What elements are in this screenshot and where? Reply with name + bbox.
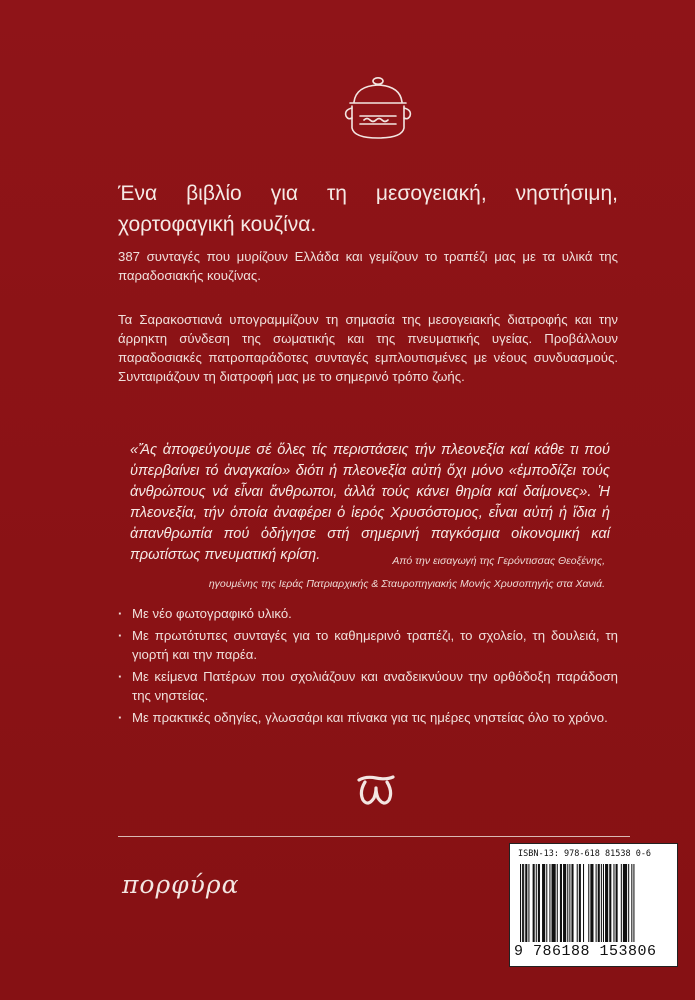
intro-paragraph: 387 συνταγές που μυρίζουν Ελλάδα και γεμίζουν το τραπέζι μας με τα υλικά της παραδοσιακής κουζίνας.	[118, 249, 618, 283]
barcode-bar	[628, 864, 629, 942]
isbn-label: ISBN-13: 978-618 81538 0-6	[518, 849, 652, 859]
divider	[118, 836, 630, 837]
barcode-bar	[569, 864, 570, 942]
barcode-bar	[542, 864, 545, 942]
barcode-bar	[522, 864, 523, 942]
barcode	[509, 843, 678, 967]
description-paragraph: Τα Σαρακοστιανά υπογραμμίζουν τη σημασία της μεσογειακής διατροφής και την άρρηκτη σύνδεση της σωματικής και της πνευματικής υγείας. Προβάλλουν παραδοσιακές πατροπαράδοτες συνταγές εμπλουτισμένες με νέους συνδυασμούς. Συνταιριάζουν τη διατροφή μας με το σημερινό τρόπο ζωής.	[118, 312, 618, 384]
barcode-bar	[557, 864, 558, 942]
publisher-symbol-icon	[356, 774, 396, 808]
barcode-bar	[603, 864, 604, 942]
barcode-bar	[623, 864, 627, 942]
feature-item: · Με πρωτότυπες συνταγές για το καθημερινό τραπέζι, το σχολείο, τη δουλειά, τη γιορτή και την παρέα.	[118, 626, 618, 665]
barcode-bar	[552, 864, 556, 942]
barcode-bar	[631, 864, 632, 942]
barcode-bar	[571, 864, 573, 942]
barcode-bar	[567, 864, 568, 942]
barcode-bar	[588, 864, 589, 942]
barcode-bar	[579, 864, 581, 942]
barcode-bar	[613, 864, 614, 942]
lead-text: Ένα βιβλίο για τη μεσογειακή, νηστήσιμη, χορτοφαγική κουζίνα.	[118, 182, 618, 236]
feature-list	[118, 604, 618, 729]
barcode-bar	[583, 864, 584, 942]
attribution-line-1: Από την εισαγωγή της Γερόντισσας Θεοξένης,	[392, 555, 605, 567]
cooking-pot-icon	[340, 72, 416, 144]
barcode-bar	[563, 864, 566, 942]
barcode-bars	[520, 864, 670, 942]
barcode-bar	[525, 864, 527, 942]
barcode-bar	[546, 864, 547, 942]
quote-text: «Ἄς ἀποφεύγουμε σέ ὅλες τίς περιστάσεις τήν πλεονεξία καί κάθε τι πού ὑπερβαίνει τό ἀναγκαίο» διότι ἡ πλεονεξία αὐτή ὄχι μόνο «ἐμποδίζει τούς ἀνθρώπους νά εἶναι ἄνθρωποι, ἀλλά τούς κάνει θηρία καί δαίμονες». Ἡ πλεονεξία, τήν ὁποία ἀναφέρει ὁ ἱερός Χρυσόστομος, εἶναι αὐτή ἡ ἴδια ἡ ἀπανθρωπία πού ὁδήγησε στή σημερινή παγκόσμια οἰκονομική καί πρωτίστως πνευματική κρίση.	[130, 442, 610, 563]
barcode-bar	[549, 864, 550, 942]
barcode-bar	[633, 864, 634, 942]
barcode-bar	[560, 864, 562, 942]
barcode-bar	[533, 864, 535, 942]
feature-item: · Με νέο φωτογραφικό υλικό.	[118, 604, 618, 624]
publisher-logo: πορφύρα	[122, 870, 240, 899]
attribution-line-2: ηγουμένης της Ιεράς Πατριαρχικής & Σταυροπηγιακής Μονής Χρυσοπηγής στα Χανιά.	[208, 578, 605, 590]
barcode-bar	[609, 864, 611, 942]
barcode-bar	[577, 864, 578, 942]
ean-digits: 9 786188 153806	[514, 943, 657, 960]
barcode-bar	[528, 864, 529, 942]
barcode-bar	[520, 864, 521, 942]
barcode-bar	[523, 864, 524, 942]
feature-item: · Με πρακτικές οδηγίες, γλωσσάρι και πίνακα για τις ημέρες νηστείας όλο το χρόνο.	[118, 708, 618, 728]
barcode-bar	[601, 864, 602, 942]
barcode-bar	[616, 864, 618, 942]
barcode-bar	[605, 864, 608, 942]
barcode-bar	[598, 864, 600, 942]
barcode-bar	[536, 864, 537, 942]
barcode-bar	[538, 864, 540, 942]
feature-item: · Με κείμενα Πατέρων που σχολιάζουν και αναδεικνύουν την ορθόδοξη παράδοση της νηστείας.	[118, 667, 618, 706]
barcode-bar	[590, 864, 593, 942]
barcode-bar	[621, 864, 622, 942]
barcode-bar	[596, 864, 597, 942]
